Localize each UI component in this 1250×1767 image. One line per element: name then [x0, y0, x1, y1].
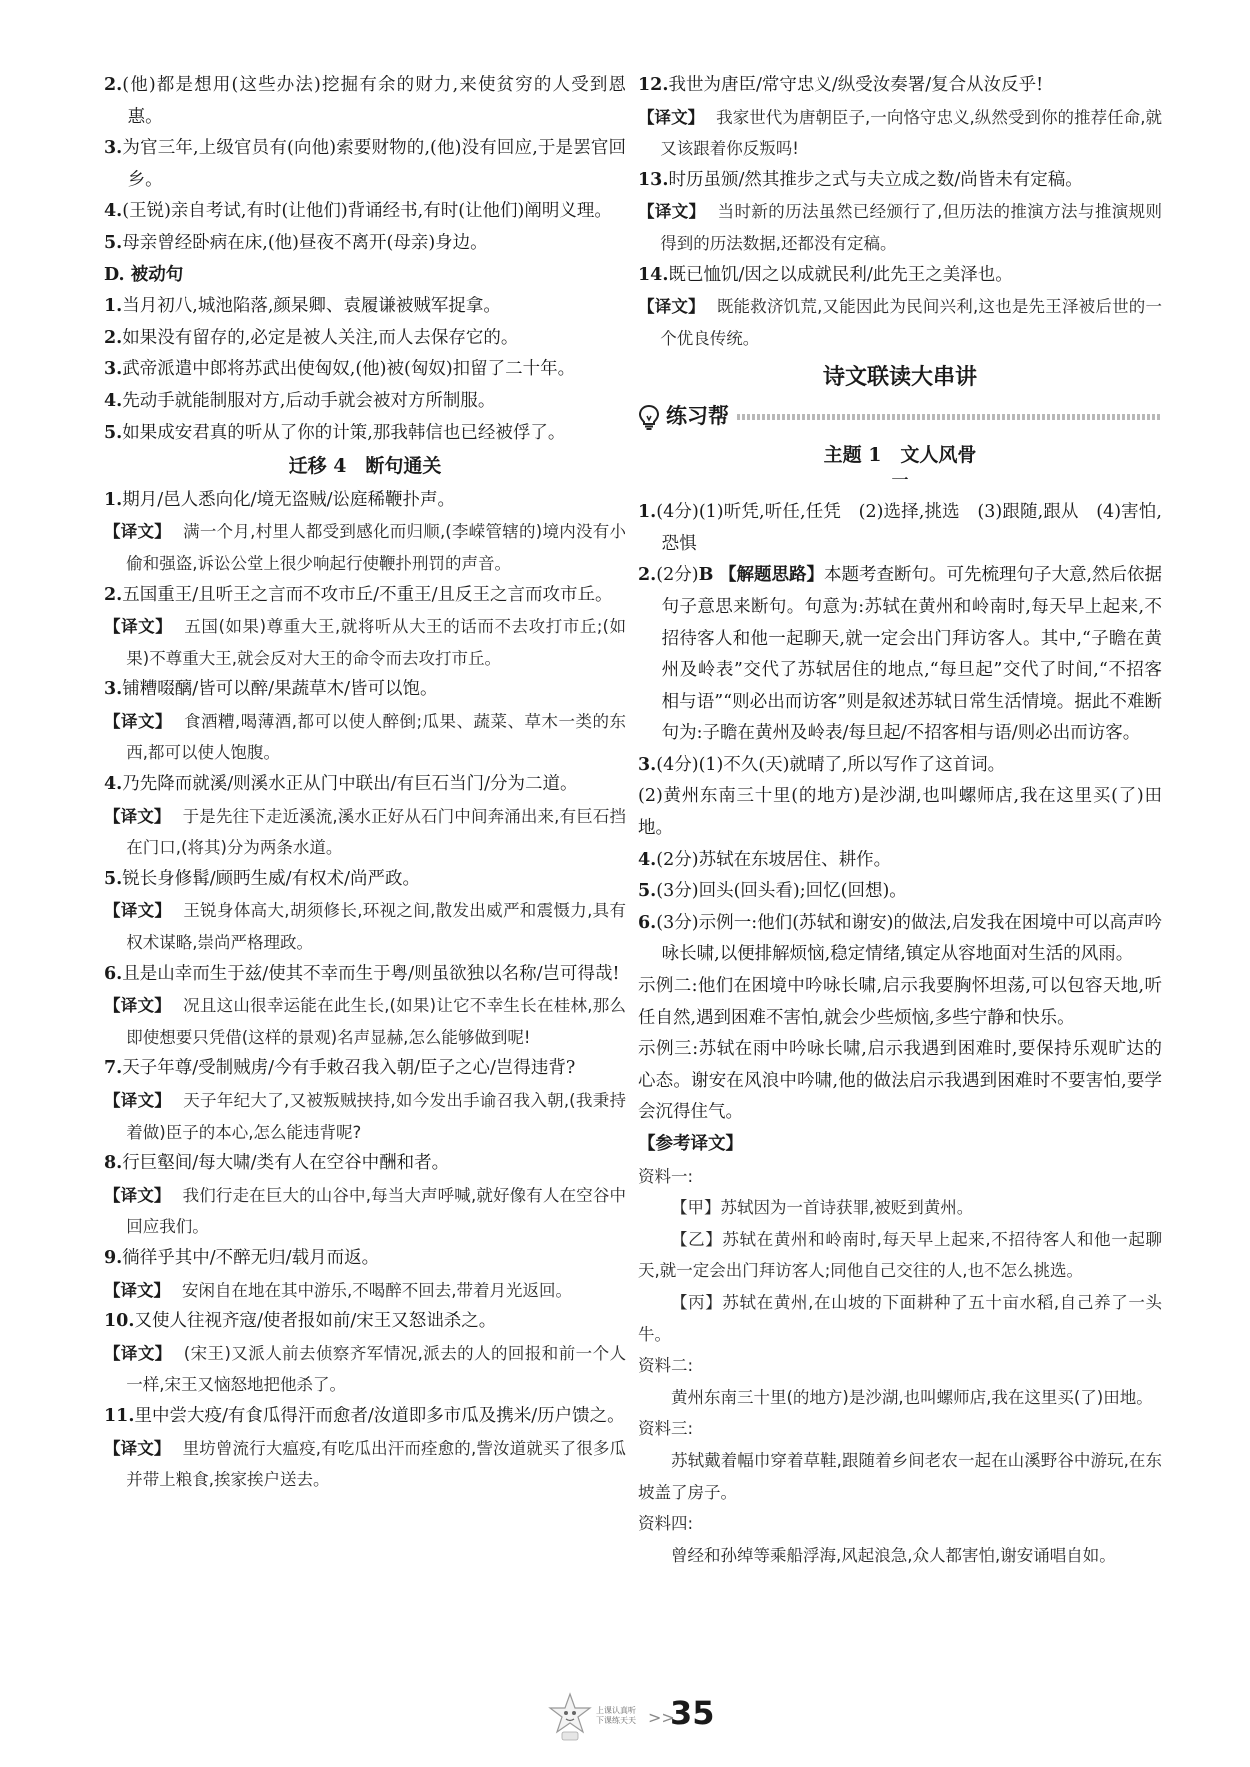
- translation: 【译文】 况且这山很幸运能在此生长,(如果)让它不幸生长在桂林,那么即使想要只凭借(这样的景观)名声显赫,怎么能够做到呢!: [104, 996, 627, 1047]
- answer-item: 4.(2分)苏轼在东坡居住、耕作。: [638, 849, 892, 870]
- translation: 【译文】 满一个月,村里人都受到感化而归顺,(李嵘管辖的)境内没有小偷和强盗,诉讼公堂上很少响起行使鞭扑刑罚的声音。: [104, 522, 627, 573]
- right-column: [638, 70, 1162, 1571]
- reference-label: 资料三:: [638, 1419, 694, 1439]
- translation: 【译文】 食酒糟,喝薄酒,都可以使人醉倒;瓜果、蔬菜、草木一类的东西,都可以使人饱腹。: [104, 711, 626, 763]
- page-number: 35: [670, 1694, 715, 1732]
- list-item: 3.武帝派遣中郎将苏武出使匈奴,(他)被(匈奴)扣留了二十年。: [104, 359, 576, 380]
- translation: 【译文】 王锐身体高大,胡须修长,环视之间,散发出威严和震慑力,具有权术谋略,崇尚严格理政。: [104, 901, 627, 953]
- sentence-item: 14.既已恤饥/因之以成就民利/此先王之美泽也。: [638, 264, 1013, 285]
- left-column: [104, 70, 626, 1496]
- reference-label: 资料四:: [638, 1514, 694, 1534]
- answer-item: 2.(2分)B 【解题思路】本题考查断句。可先梳理句子大意,然后依据句子意思来断句。句意为:苏轼在黄州和岭南时,每天早上起来,不招待客人和他一起聊天,就一定会出门拜访客人。其中,“子瞻在黄州及岭表”交代了苏轼居住的地点,“每旦起”交代了时间,“不招客相与语”“则必出而访客”则是叙述苏轼日常生活情境。据此不难断句为:子瞻在黄州及岭表/每旦起/不招客相与语/则必出而访客。: [638, 565, 1163, 744]
- answer-item: 3.(4分)(1)不久(天)就晴了,所以写作了这首词。: [638, 754, 1006, 775]
- practice-bar: [638, 400, 1162, 434]
- reference-paragraph: 苏轼戴着幅巾穿着草鞋,跟随着乡间老农一起在山溪野谷中游玩,在东坡盖了房子。: [638, 1450, 1162, 1502]
- translation: 【译文】 当时新的历法虽然已经颁行了,但历法的推演方法与推演规则得到的历法数据,还都没有定稿。: [638, 202, 1163, 253]
- answer-item: 1.(4分)(1)听凭,听任,任凭 (2)选择,挑选 (3)跟随,跟从 (4)害怕,恐惧: [638, 502, 1162, 554]
- translation: 【译文】 天子年纪大了,又被叛贼挟持,如今发出手谕召我入朝,(我秉持着做)臣子的本心,怎么能违背呢?: [104, 1091, 627, 1142]
- list-item: 4.(王锐)亲自考试,有时(让他们)背诵经书,有时(让他们)阐明义理。: [104, 201, 612, 222]
- reference-paragraph: 【甲】苏轼因为一首诗获罪,被贬到黄州。: [671, 1198, 974, 1218]
- section-heading-d: D. 被动句: [104, 264, 184, 285]
- list-item: 5.母亲曾经卧病在床,(他)昼夜不离开(母亲)身边。: [104, 232, 488, 253]
- sentence-item: 5.锐长身修髯/顾眄生威/有权术/尚严政。: [104, 868, 420, 889]
- translation: 【译文】 我家世代为唐朝臣子,一向恪守忠义,纵然受到你的推荐任命,就又该跟着你反叛吗!: [638, 107, 1162, 159]
- list-item: 3.为官三年,上级官员有(向他)索要财物的,(他)没有回应,于是罢官回乡。: [104, 138, 626, 190]
- sentence-item: 4.乃先降而就溪/则溪水正从门中联出/有巨石当门/分为二道。: [104, 774, 578, 795]
- star-mascot-icon: [548, 1692, 592, 1742]
- translation: 【译文】 我们行走在巨大的山谷中,每当大声呼喊,就好像有人在空谷中回应我们。: [104, 1185, 627, 1237]
- sentence-item: 7.天子年尊/受制贼虏/今有手敕召我入朝/臣子之心/岂得违背?: [104, 1058, 576, 1079]
- translation: 【译文】 于是先往下走近溪流,溪水正好从石门中间奔涌出来,有巨石挡在门口,(将其)分为两条水道。: [104, 806, 627, 858]
- topic-subtitle: 一: [891, 470, 909, 491]
- sentence-item: 13.时历虽颁/然其推步之式与夫立成之数/尚皆未有定稿。: [638, 169, 1083, 190]
- translation: 【译文】 五国(如果)尊重大王,就将听从大王的话而不去攻打市丘;(如果)不尊重大王,就会反对大王的命令而去攻打市丘。: [104, 617, 626, 668]
- list-item: 4.先动手就能制服对方,后动手就会被对方所制服。: [104, 390, 496, 411]
- big-title: 诗文联读大串讲: [822, 364, 977, 391]
- translation: 【译文】 安闲自在地在其中游乐,不喝醉不回去,带着月光返回。: [104, 1280, 572, 1300]
- chevron-right-icon: >>: [648, 1708, 675, 1727]
- reference-paragraph: 【乙】苏轼在黄州和岭南时,每天早上起来,不招待客人和他一起聊天,就一定会出门拜访客人;同他自己交往的人,也不怎么挑选。: [638, 1229, 1162, 1281]
- answer-item: 5.(3分)回头(回头看);回忆(回想)。: [638, 881, 907, 902]
- translation: 【译文】 (宋王)又派人前去侦察齐军情况,派去的人的回报和前一个人一样,宋王又恼怒地把他杀了。: [104, 1343, 627, 1395]
- translation: 【译文】 既能救济饥荒,又能因此为民间兴利,这也是先王泽被后世的一个优良传统。: [638, 297, 1162, 348]
- divider: [737, 414, 1162, 420]
- sentence-item: 12.我世为唐臣/常守忠义/纵受汝奏署/复合从汝反乎!: [638, 75, 1044, 95]
- sentence-item: 10.又使人往视齐寇/使者报如前/宋王又怒诎杀之。: [104, 1311, 497, 1332]
- sentence-item: 9.徜徉乎其中/不醉无归/载月而返。: [104, 1247, 380, 1268]
- section-title-4: 迁移 4 断句通关: [288, 455, 442, 478]
- reference-title: 【参考译文】: [638, 1134, 743, 1154]
- reference-paragraph: 【丙】苏轼在黄州,在山坡的下面耕种了五十亩水稻,自己养了一头牛。: [638, 1292, 1162, 1344]
- reference-label: 资料一:: [638, 1166, 694, 1186]
- sentence-item: 2.五国重王/且听王之言而不攻市丘/不重王/且反王之言而攻市丘。: [104, 584, 613, 605]
- answer-item: 6.(3分)示例一:他们(苏轼和谢安)的做法,启发我在困境中可以高声吟咏长啸,以便排解烦恼,稳定情绪,镇定从容地面对生活的风雨。: [638, 912, 1162, 965]
- list-item: 2.(他)都是想用(这些办法)挖掘有余的财力,来使贫穷的人受到恩惠。: [104, 75, 626, 127]
- lightbulb-icon: [638, 404, 660, 430]
- list-item: 1.当月初八,城池陷落,颜杲卿、袁履谦被贼军捉拿。: [104, 296, 501, 317]
- example-text: 示例二:他们在困境中吟咏长啸,启示我要胸怀坦荡,可以包容天地,听任自然,遇到困难不害怕,就会少些烦恼,多些宁静和快乐。: [638, 976, 1162, 1028]
- practice-label: 练习帮: [666, 404, 729, 429]
- sentence-item: 6.且是山幸而生于兹/使其不幸而生于粤/则虽欲独以名称/岂可得哉!: [104, 963, 620, 984]
- reference-paragraph: 黄州东南三十里(的地方)是沙湖,也叫螺师店,我在这里买(了)田地。: [671, 1387, 1153, 1407]
- page-footer: [0, 1688, 1250, 1748]
- reference-paragraph: 曾经和孙绰等乘船浮海,风起浪急,众人都害怕,谢安诵唱自如。: [671, 1545, 1116, 1565]
- list-item: 5.如果成安君真的听从了你的计策,那我韩信也已经被俘了。: [104, 422, 566, 443]
- topic-title: 主题 1 文人风骨: [823, 443, 977, 466]
- example-text: 示例三:苏轼在雨中吟咏长啸,启示我遇到困难时,要保持乐观旷达的心态。谢安在风浪中吟啸,他的做法启示我遇到困难时不要害怕,要学会沉得住气。: [638, 1039, 1162, 1123]
- sentence-item: 11.里中尝大疫/有食瓜得汗而愈者/汝道即多市瓜及携米/历户馈之。: [104, 1405, 625, 1426]
- reference-label: 资料二:: [638, 1356, 694, 1376]
- translation: 【译文】 里坊曾流行大瘟疫,有吃瓜出汗而痊愈的,訾汝道就买了很多瓜并带上粮食,挨家挨户送去。: [104, 1438, 627, 1490]
- footer-slogan: 上课认真听 下课练天天: [596, 1706, 636, 1725]
- sentence-item: 8.行巨壑间/每大啸/类有人在空谷中酬和者。: [104, 1153, 450, 1174]
- answer-continuation: (2)黄州东南三十里(的地方)是沙湖,也叫螺师店,我在这里买(了)田地。: [638, 786, 1162, 839]
- list-item: 2.如果没有留存的,必定是被人关注,而人去保存它的。: [104, 327, 519, 348]
- sentence-item: 1.期月/邑人悉向化/境无盗贼/讼庭稀鞭扑声。: [104, 489, 455, 510]
- sentence-item: 3.铺糟啜醨/皆可以醉/果蔬草木/皆可以饱。: [104, 679, 438, 700]
